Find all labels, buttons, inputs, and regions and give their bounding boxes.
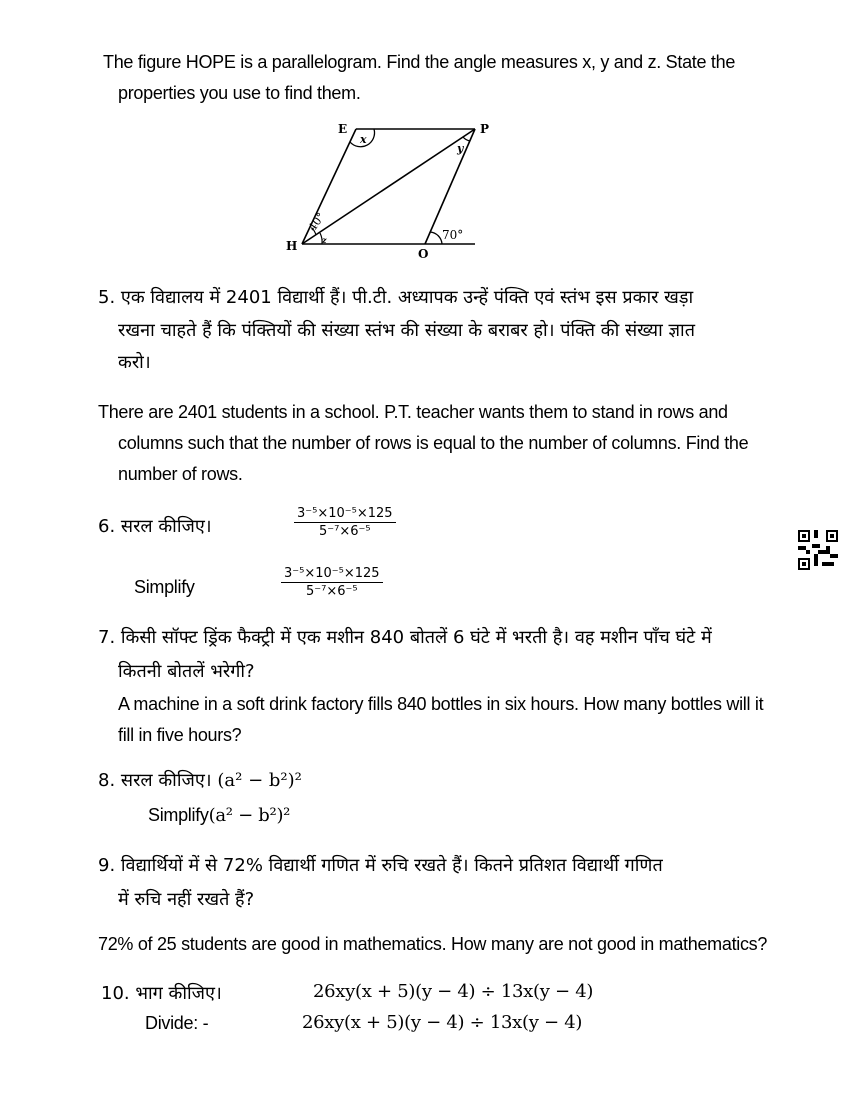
q10-hindi: 10. भाग कीजिए। bbox=[101, 983, 222, 1004]
parallelogram-figure bbox=[280, 115, 500, 265]
denominator: 5⁻⁷×6⁻⁵ bbox=[318, 524, 371, 539]
denominator: 5⁻⁷×6⁻⁵ bbox=[305, 584, 358, 599]
q8-english-label: Simplify bbox=[148, 805, 209, 825]
numerator: 3⁻⁵×10⁻⁵×125 bbox=[294, 506, 396, 523]
label-O: O bbox=[418, 247, 429, 261]
q8-hindi bbox=[98, 768, 302, 792]
q6-fraction-english bbox=[281, 566, 383, 599]
q5-hindi-line1: 5. एक विद्यालय में 2401 विद्यार्थी हैं। पी.टी. अध्यापक उन्हें पंक्ति एवं स्तंभ इस प्रकार खड़ा bbox=[98, 287, 694, 308]
q5-english-line1: There are 2401 students in a school. P.T. teacher wants them to stand in rows and bbox=[98, 402, 728, 422]
q8-expression-english: (a² − b²)² bbox=[208, 805, 291, 826]
q5-english-line3: number of rows. bbox=[118, 464, 243, 484]
q5-hindi-line3: करो। bbox=[118, 352, 151, 373]
q9-hindi-line1: 9. विद्यार्थियों में से 72% विद्यार्थी गणित में रुचि रखते हैं। कितने प्रतिशत विद्यार्थी गणित bbox=[98, 855, 663, 876]
q5-hindi-line2: रखना चाहते हैं कि पंक्तियों की संख्या स्तंभ की संख्या के बराबर हो। पंक्ति की संख्या ज्ञात bbox=[118, 320, 695, 341]
q5-english-line2: columns such that the number of rows is equal to the number of columns. Find the bbox=[118, 433, 749, 453]
q10-expression-english: 26xy(x + 5)(y − 4) ÷ 13x(y − 4) bbox=[302, 1012, 583, 1033]
q7-english-line1: A machine in a soft drink factory fills 840 bottles in six hours. How many bottles will it bbox=[118, 694, 764, 714]
q8-hindi-label: 8. सरल कीजिए। bbox=[98, 770, 212, 791]
label-x: x bbox=[360, 133, 367, 146]
qr-code-icon bbox=[798, 530, 838, 570]
label-E: E bbox=[338, 122, 348, 136]
label-angle-40: 40° bbox=[305, 210, 328, 234]
q10-english: Divide: - bbox=[145, 1013, 209, 1033]
q7-hindi-line2: कितनी बोतलें भरेगी? bbox=[118, 661, 255, 682]
label-P: P bbox=[480, 122, 490, 136]
numerator: 3⁻⁵×10⁻⁵×125 bbox=[281, 566, 383, 583]
q9-english: 72% of 25 students are good in mathematics. How many are not good in mathematics? bbox=[98, 934, 768, 954]
label-angle-70: 70° bbox=[442, 228, 464, 242]
label-y: y bbox=[457, 142, 464, 155]
q8-expression: (a² − b²)² bbox=[217, 770, 302, 791]
q10-expression-hindi: 26xy(x + 5)(y − 4) ÷ 13x(y − 4) bbox=[313, 981, 594, 1002]
q4-text-line2: properties you use to find them. bbox=[118, 83, 361, 103]
q6-english: Simplify bbox=[134, 577, 195, 597]
q7-english-line2: fill in five hours? bbox=[118, 725, 242, 745]
q6-fraction-hindi bbox=[294, 506, 396, 539]
label-H: H bbox=[286, 239, 298, 253]
label-z: z bbox=[322, 235, 327, 245]
q6-hindi: 6. सरल कीजिए। bbox=[98, 516, 212, 537]
q9-hindi-line2: में रुचि नहीं रखते हैं? bbox=[118, 889, 255, 910]
q8-english bbox=[148, 805, 290, 826]
q7-hindi-line1: 7. किसी सॉफ्ट ड्रिंक फैक्ट्री में एक मशीन 840 बोतलें 6 घंटे में भरती है। वह मशीन पाँच घंटे में bbox=[98, 627, 712, 648]
q4-text-line1: The figure HOPE is a parallelogram. Find the angle measures x, y and z. State the bbox=[103, 52, 736, 72]
